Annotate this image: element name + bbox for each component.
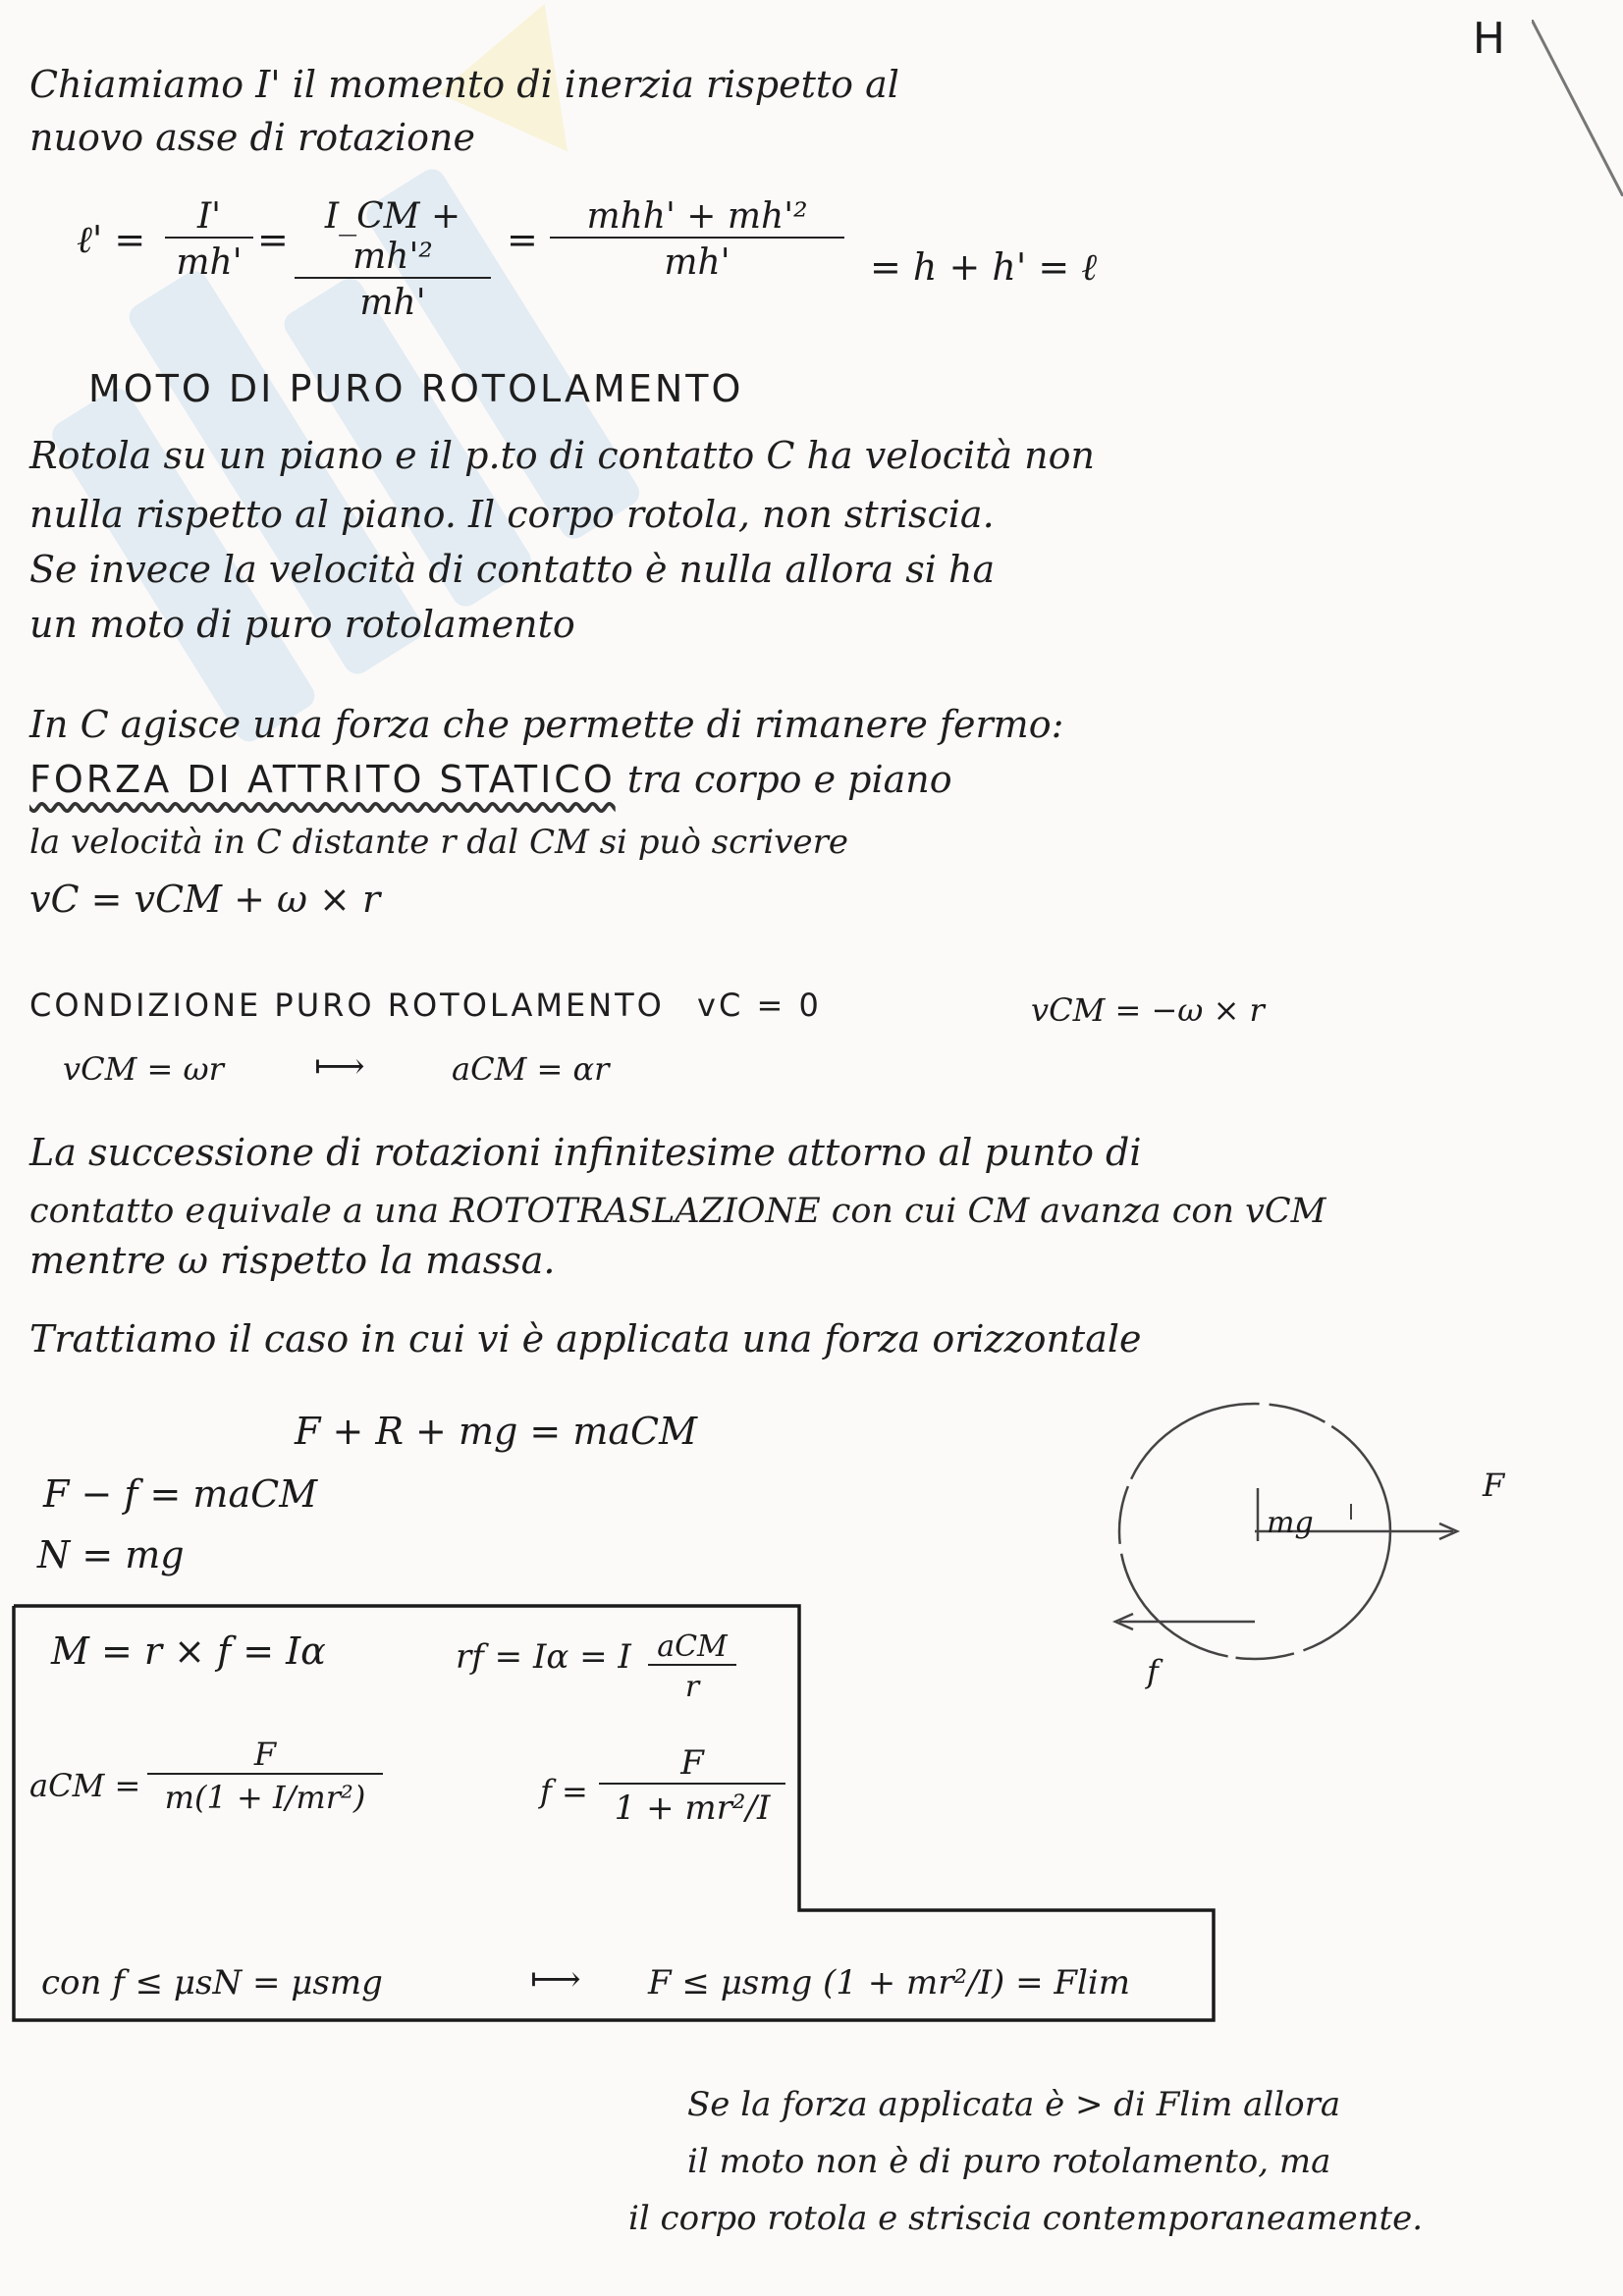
conclusion-line-3: il corpo rotola e striscia contemporaneamente.: [628, 2199, 1424, 2238]
rf-fraction: [648, 1629, 736, 1704]
vc-zero: vC = 0: [697, 987, 822, 1024]
diagram-f-label: f: [1147, 1653, 1159, 1690]
f-lhs: f =: [540, 1773, 588, 1810]
eq1-f2-denominator: mh': [359, 283, 426, 323]
vc-equation: vC = vCM + ω × r: [29, 878, 381, 921]
rf-equation-lhs: rf = Iα = I: [456, 1637, 631, 1677]
section-title: MOTO DI PURO ROTOLAMENTO: [88, 367, 744, 410]
eq1-fraction-3: [550, 196, 844, 283]
friction-condition: con f ≤ μsN = μsmg: [41, 1963, 383, 2002]
eq1-fraction-1: [165, 196, 253, 283]
f-numerator: F: [599, 1743, 785, 1785]
para2-line-2: [29, 756, 952, 803]
intro-line-2: nuovo asse di rotazione: [29, 116, 476, 159]
acm-fraction: [147, 1735, 383, 1816]
conclusion-line-2: il moto non è di puro rotolamento, ma: [687, 2142, 1331, 2181]
force-y-equation: N = mg: [37, 1533, 185, 1576]
acm-alpha-r: aCM = αr: [452, 1050, 610, 1088]
para2-line-1: In C agisce una forza che permette di rimanere fermo:: [29, 703, 1064, 746]
force-sum-equation: F + R + mg = maCM: [295, 1410, 698, 1453]
para4-line-1: Trattiamo il caso in cui vi è applicata una forza orizzontale: [29, 1317, 1142, 1361]
condition-label-text: CONDIZIONE PURO ROTOLAMENTO: [29, 987, 665, 1024]
eq1-f2-numerator: I_CM + mh'²: [295, 196, 491, 279]
rf-denominator: r: [684, 1670, 700, 1704]
corner-mark: H: [1472, 14, 1505, 64]
para3-line-1: La successione di rotazioni infinitesime attorno al punto di: [29, 1131, 1142, 1174]
eq1-tail: = h + h' = ℓ: [870, 245, 1098, 289]
implies-arrow-1: ⟼: [314, 1046, 365, 1087]
diagram-F-label: F: [1483, 1467, 1505, 1504]
eq1-f1-denominator: mh': [176, 242, 243, 283]
acm-denominator: m(1 + I/mr²): [164, 1779, 366, 1816]
para2-line-3: la velocità in C distante r dal CM si può scrivere: [29, 823, 848, 862]
rf-numerator: aCM: [648, 1629, 736, 1666]
para3-line-2: contatto equivale a una ROTOTRASLAZIONE con cui CM avanza con vCM: [29, 1192, 1326, 1231]
forza-attrito-statico-label: FORZA DI ATTRITO STATICO: [29, 758, 616, 801]
vcm-cross-equation: vCM = −ω × r: [1031, 991, 1265, 1029]
conclusion-line-1: Se la forza applicata è > di Flim allora: [687, 2085, 1341, 2124]
para3-line-3: mentre ω rispetto la massa.: [29, 1239, 556, 1282]
vcm-omega-r: vCM = ωr: [63, 1050, 224, 1088]
f-denominator: 1 + mr²/I: [614, 1789, 771, 1828]
para1-line-1: Rotola su un piano e il p.to di contatto C ha velocità non: [29, 434, 1095, 477]
implies-arrow-2: ⟼: [530, 1959, 581, 2000]
eq1-fraction-2: [295, 196, 491, 323]
eq1-equals-a: =: [257, 218, 289, 261]
para1-line-3: Se invece la velocità di contatto è nulla allora si ha: [29, 548, 996, 591]
para1-line-2: nulla rispetto al piano. Il corpo rotola, non striscia.: [29, 493, 995, 536]
force-x-equation: F − f = maCM: [43, 1472, 318, 1516]
diagram-mg-label: mg: [1267, 1506, 1314, 1540]
page-edge-shadow: [1532, 20, 1623, 196]
eq1-f3-denominator: mh': [664, 242, 730, 283]
acm-lhs: aCM =: [29, 1767, 141, 1804]
eq1-f1-numerator: I': [165, 196, 253, 239]
eq1-lhs: ℓ' =: [77, 218, 146, 261]
f-fraction: [599, 1743, 785, 1828]
torque-equation: M = r × f = Iα: [51, 1629, 326, 1673]
para2-line-2-rest: tra corpo e piano: [626, 758, 952, 801]
eq1-equals-b: =: [507, 218, 538, 261]
force-limit-condition: F ≤ μsmg (1 + mr²/I) = Flim: [648, 1963, 1131, 2002]
acm-numerator: F: [147, 1735, 383, 1775]
eq1-f3-numerator: mhh' + mh'²: [550, 196, 844, 239]
condition-label: [29, 982, 822, 1029]
para1-line-4: un moto di puro rotolamento: [29, 603, 575, 646]
intro-line-1: Chiamiamo I' il momento di inerzia rispetto al: [29, 63, 899, 106]
